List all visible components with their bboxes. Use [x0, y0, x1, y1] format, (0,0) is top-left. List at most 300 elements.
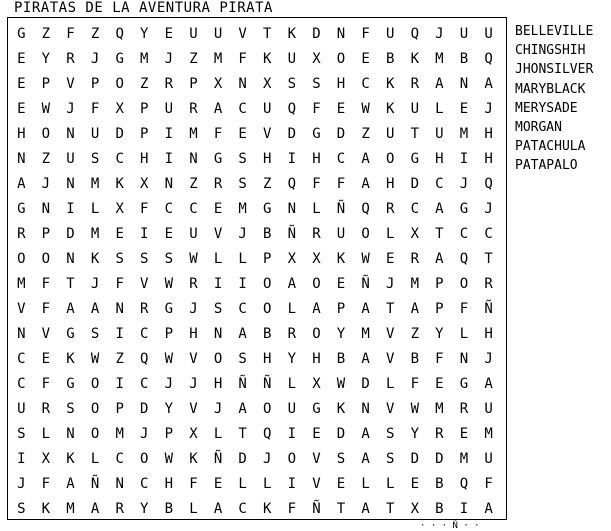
grid-cell[interactable]: H — [312, 351, 321, 367]
grid-cell[interactable]: F — [410, 376, 420, 392]
grid-cell[interactable]: F — [41, 276, 51, 292]
grid-cell[interactable]: W — [336, 376, 346, 392]
grid-cell[interactable]: U — [287, 51, 297, 67]
grid-cell[interactable]: U — [90, 126, 100, 142]
grid-cell[interactable]: M — [435, 51, 444, 67]
grid-cell[interactable]: R — [213, 176, 223, 192]
grid-cell[interactable]: J — [90, 276, 100, 292]
grid-cell[interactable]: E — [238, 126, 247, 142]
grid-cell[interactable]: C — [115, 151, 124, 167]
grid-cell[interactable]: N — [41, 201, 51, 217]
grid-cell[interactable]: X — [189, 426, 198, 442]
grid-cell[interactable]: Y — [164, 401, 174, 417]
grid-cell[interactable]: A — [17, 176, 26, 192]
grid-cell[interactable]: V — [385, 401, 395, 417]
grid-cell[interactable]: N — [115, 476, 124, 492]
grid-cell[interactable]: P — [41, 76, 51, 92]
grid-cell[interactable]: S — [164, 251, 174, 267]
grid-cell[interactable]: P — [140, 101, 149, 117]
grid-cell[interactable]: T — [435, 226, 444, 242]
grid-cell[interactable]: U — [336, 226, 346, 242]
grid-cell[interactable]: S — [385, 451, 395, 467]
grid-cell[interactable]: E — [459, 101, 469, 117]
grid-cell[interactable]: Y — [140, 26, 149, 42]
grid-cell[interactable]: I — [164, 126, 174, 142]
grid-cell[interactable]: J — [263, 451, 272, 467]
grid-cell[interactable]: A — [361, 426, 370, 442]
grid-cell[interactable]: O — [140, 451, 149, 467]
grid-cell[interactable]: O — [115, 76, 124, 92]
grid-cell[interactable]: S — [17, 426, 26, 442]
grid-cell[interactable]: H — [385, 176, 395, 192]
grid-cell[interactable]: Z — [41, 26, 51, 42]
grid-cell[interactable]: B — [435, 476, 444, 492]
grid-cell[interactable]: E — [410, 476, 420, 492]
grid-cell[interactable]: F — [238, 51, 247, 67]
grid-cell[interactable]: B — [164, 501, 174, 517]
grid-cell[interactable]: X — [140, 176, 149, 192]
grid-cell[interactable]: V — [385, 351, 395, 367]
grid-cell[interactable]: U — [385, 26, 395, 42]
grid-cell[interactable]: S — [90, 326, 100, 342]
grid-cell[interactable]: J — [140, 426, 149, 442]
grid-cell[interactable]: D — [312, 26, 321, 42]
grid-cell[interactable]: Q — [115, 26, 124, 42]
grid-cell[interactable]: I — [115, 376, 124, 392]
grid-cell[interactable]: O — [287, 451, 297, 467]
grid-cell[interactable]: A — [361, 501, 370, 517]
grid-cell[interactable]: X — [115, 201, 124, 217]
grid-cell[interactable]: A — [213, 101, 223, 117]
grid-cell[interactable]: E — [435, 376, 444, 392]
grid-cell[interactable]: G — [459, 376, 469, 392]
grid-cell[interactable]: E — [164, 26, 174, 42]
grid-cell[interactable]: F — [312, 101, 321, 117]
grid-cell[interactable]: C — [140, 476, 149, 492]
grid-cell[interactable]: K — [263, 51, 272, 67]
grid-cell[interactable]: O — [41, 126, 51, 142]
grid-cell[interactable]: P — [435, 301, 444, 317]
grid-cell[interactable]: A — [90, 301, 100, 317]
grid-cell[interactable]: O — [459, 276, 469, 292]
grid-cell[interactable]: O — [213, 351, 223, 367]
grid-cell[interactable]: C — [238, 101, 247, 117]
grid-cell[interactable]: A — [361, 151, 370, 167]
grid-cell[interactable]: M — [435, 401, 444, 417]
grid-cell[interactable]: F — [41, 476, 51, 492]
grid-cell[interactable]: R — [164, 76, 174, 92]
grid-cell[interactable]: W — [164, 276, 174, 292]
grid-cell[interactable]: Ñ — [263, 376, 272, 392]
grid-cell[interactable]: Y — [287, 351, 297, 367]
grid-cell[interactable]: Z — [189, 176, 198, 192]
grid-cell[interactable]: N — [17, 151, 26, 167]
grid-cell[interactable]: S — [90, 151, 100, 167]
grid-cell[interactable]: D — [410, 176, 420, 192]
grid-cell[interactable]: L — [263, 476, 272, 492]
grid-cell[interactable]: R — [484, 276, 493, 292]
grid-cell[interactable]: N — [164, 176, 174, 192]
grid-cell[interactable]: C — [164, 201, 174, 217]
grid-cell[interactable]: Q — [361, 201, 370, 217]
grid-cell[interactable]: L — [287, 301, 297, 317]
grid-cell[interactable]: V — [17, 301, 26, 317]
grid-cell[interactable]: U — [385, 126, 395, 142]
grid-cell[interactable]: R — [435, 426, 444, 442]
grid-cell[interactable]: E — [361, 51, 370, 67]
grid-cell[interactable]: Y — [41, 51, 51, 67]
grid-cell[interactable]: G — [17, 201, 26, 217]
grid-cell[interactable]: B — [459, 51, 469, 67]
grid-cell[interactable]: U — [213, 26, 223, 42]
grid-cell[interactable]: J — [435, 26, 444, 42]
grid-cell[interactable]: N — [189, 151, 198, 167]
grid-cell[interactable]: O — [312, 326, 321, 342]
grid-cell[interactable]: A — [238, 326, 247, 342]
grid-cell[interactable]: A — [435, 251, 444, 267]
grid-cell[interactable]: I — [213, 276, 223, 292]
grid-cell[interactable]: C — [459, 226, 469, 242]
grid-cell[interactable]: N — [115, 301, 124, 317]
grid-cell[interactable]: A — [435, 76, 444, 92]
grid-cell[interactable]: Z — [410, 326, 420, 342]
grid-cell[interactable]: O — [263, 276, 272, 292]
grid-cell[interactable]: J — [41, 176, 51, 192]
grid-cell[interactable]: F — [115, 276, 124, 292]
grid-cell[interactable]: N — [66, 426, 75, 442]
grid-cell[interactable]: V — [238, 26, 247, 42]
grid-cell[interactable]: C — [410, 201, 420, 217]
grid-cell[interactable]: N — [336, 26, 346, 42]
grid-cell[interactable]: P — [115, 401, 124, 417]
grid-cell[interactable]: R — [410, 76, 420, 92]
grid-cell[interactable]: U — [484, 401, 493, 417]
grid-cell[interactable]: Q — [287, 101, 297, 117]
grid-cell[interactable]: Q — [287, 176, 297, 192]
grid-cell[interactable]: X — [213, 76, 223, 92]
grid-cell[interactable]: R — [189, 276, 198, 292]
grid-cell[interactable]: R — [385, 201, 395, 217]
grid-cell[interactable]: D — [361, 376, 370, 392]
grid-cell[interactable]: D — [238, 451, 247, 467]
grid-cell[interactable]: D — [336, 426, 346, 442]
grid-cell[interactable]: L — [287, 376, 297, 392]
grid-cell[interactable]: C — [115, 451, 124, 467]
grid-cell[interactable]: E — [17, 51, 26, 67]
grid-cell[interactable]: A — [484, 76, 493, 92]
grid-cell[interactable]: U — [410, 101, 420, 117]
grid-cell[interactable]: S — [238, 151, 247, 167]
grid-cell[interactable]: F — [435, 351, 444, 367]
grid-cell[interactable]: Z — [90, 26, 100, 42]
grid-cell[interactable]: P — [435, 276, 444, 292]
grid-cell[interactable]: R — [410, 251, 420, 267]
grid-cell[interactable]: I — [287, 476, 297, 492]
grid-cell[interactable]: P — [263, 251, 272, 267]
grid-cell[interactable]: C — [189, 201, 198, 217]
grid-cell[interactable]: E — [459, 426, 469, 442]
grid-cell[interactable]: R — [312, 226, 321, 242]
grid-cell[interactable]: X — [312, 251, 321, 267]
grid-cell[interactable]: P — [164, 326, 174, 342]
grid-cell[interactable]: C — [238, 301, 247, 317]
grid-cell[interactable]: C — [140, 376, 149, 392]
grid-cell[interactable]: U — [189, 26, 198, 42]
grid-cell[interactable]: Z — [41, 151, 51, 167]
grid-cell[interactable]: V — [263, 126, 272, 142]
grid-cell[interactable]: L — [238, 251, 247, 267]
grid-cell[interactable]: O — [385, 151, 395, 167]
grid-cell[interactable]: X — [312, 51, 321, 67]
grid-cell[interactable]: J — [164, 376, 174, 392]
grid-cell[interactable]: B — [336, 351, 346, 367]
grid-cell[interactable]: F — [336, 176, 346, 192]
grid-cell[interactable]: L — [213, 251, 223, 267]
grid-cell[interactable]: K — [189, 451, 198, 467]
grid-cell[interactable]: R — [41, 401, 51, 417]
grid-cell[interactable]: B — [263, 326, 272, 342]
grid-cell[interactable]: C — [336, 151, 346, 167]
grid-cell[interactable]: A — [238, 401, 247, 417]
grid-cell[interactable]: W — [164, 351, 174, 367]
grid-cell[interactable]: O — [90, 426, 100, 442]
grid-cell[interactable]: M — [115, 426, 124, 442]
grid-cell[interactable]: C — [140, 326, 149, 342]
grid-cell[interactable]: Q — [410, 26, 420, 42]
grid-cell[interactable]: N — [66, 251, 75, 267]
grid-cell[interactable]: V — [189, 351, 198, 367]
grid-cell[interactable]: K — [66, 451, 75, 467]
grid-cell[interactable]: I — [17, 451, 26, 467]
grid-cell[interactable]: T — [385, 501, 395, 517]
grid-cell[interactable]: T — [66, 276, 75, 292]
grid-cell[interactable]: A — [484, 501, 493, 517]
grid-cell[interactable]: I — [66, 201, 75, 217]
grid-cell[interactable]: W — [41, 101, 51, 117]
grid-cell[interactable]: Y — [336, 326, 346, 342]
grid-cell[interactable]: X — [115, 101, 124, 117]
grid-cell[interactable]: F — [361, 26, 370, 42]
grid-cell[interactable]: H — [164, 476, 174, 492]
grid-cell[interactable]: D — [336, 126, 346, 142]
grid-cell[interactable]: U — [484, 26, 493, 42]
grid-cell[interactable]: E — [17, 101, 26, 117]
grid-cell[interactable]: S — [287, 76, 297, 92]
grid-cell[interactable]: G — [312, 401, 321, 417]
grid-cell[interactable]: U — [189, 226, 198, 242]
grid-cell[interactable]: O — [17, 251, 26, 267]
grid-cell[interactable]: C — [435, 176, 444, 192]
grid-cell[interactable]: L — [90, 451, 100, 467]
grid-cell[interactable]: N — [287, 201, 297, 217]
grid-cell[interactable]: M — [66, 501, 75, 517]
grid-cell[interactable]: V — [189, 401, 198, 417]
grid-cell[interactable]: Q — [484, 176, 493, 192]
grid-cell[interactable]: Ñ — [336, 201, 346, 217]
grid-cell[interactable]: G — [164, 301, 174, 317]
grid-cell[interactable]: Z — [140, 76, 149, 92]
grid-cell[interactable]: V — [41, 326, 51, 342]
grid-cell[interactable]: H — [484, 126, 493, 142]
grid-cell[interactable]: J — [484, 351, 493, 367]
grid-cell[interactable]: J — [385, 276, 395, 292]
grid-cell[interactable]: P — [90, 76, 100, 92]
grid-cell[interactable]: A — [66, 301, 75, 317]
grid-cell[interactable]: D — [410, 451, 420, 467]
grid-cell[interactable]: E — [41, 351, 51, 367]
grid-cell[interactable]: T — [484, 251, 493, 267]
grid-cell[interactable]: U — [66, 151, 75, 167]
grid-cell[interactable]: K — [115, 176, 124, 192]
grid-cell[interactable]: E — [213, 476, 223, 492]
grid-cell[interactable]: R — [115, 501, 124, 517]
grid-cell[interactable]: Q — [140, 351, 149, 367]
grid-cell[interactable]: Q — [459, 251, 469, 267]
grid-cell[interactable]: O — [41, 251, 51, 267]
grid-cell[interactable]: E — [164, 226, 174, 242]
grid-cell[interactable]: K — [287, 26, 297, 42]
grid-cell[interactable]: L — [361, 476, 370, 492]
grid-cell[interactable]: J — [459, 176, 469, 192]
grid-cell[interactable]: R — [189, 101, 198, 117]
grid-cell[interactable]: U — [484, 451, 493, 467]
grid-cell[interactable]: H — [263, 151, 272, 167]
grid-cell[interactable]: A — [213, 501, 223, 517]
grid-cell[interactable]: V — [312, 451, 321, 467]
grid-cell[interactable]: F — [459, 301, 469, 317]
grid-cell[interactable]: Z — [361, 126, 370, 142]
grid-cell[interactable]: O — [361, 226, 370, 242]
grid-cell[interactable]: T — [410, 126, 420, 142]
grid-cell[interactable]: U — [435, 126, 444, 142]
grid-cell[interactable]: B — [410, 351, 420, 367]
grid-cell[interactable]: E — [336, 476, 346, 492]
grid-cell[interactable]: F — [287, 501, 297, 517]
grid-cell[interactable]: I — [459, 501, 469, 517]
grid-cell[interactable]: Z — [263, 176, 272, 192]
grid-cell[interactable]: G — [263, 201, 272, 217]
grid-cell[interactable]: E — [336, 276, 346, 292]
grid-cell[interactable]: A — [410, 301, 420, 317]
grid-cell[interactable]: N — [459, 351, 469, 367]
grid-cell[interactable]: D — [287, 126, 297, 142]
grid-cell[interactable]: N — [17, 326, 26, 342]
grid-cell[interactable]: S — [385, 426, 395, 442]
grid-cell[interactable]: F — [66, 26, 75, 42]
grid-cell[interactable]: S — [17, 501, 26, 517]
grid-cell[interactable]: H — [435, 151, 444, 167]
grid-cell[interactable]: M — [238, 201, 247, 217]
grid-cell[interactable]: W — [361, 251, 370, 267]
grid-cell[interactable]: E — [312, 426, 321, 442]
grid-cell[interactable]: K — [385, 76, 395, 92]
grid-cell[interactable]: S — [336, 451, 346, 467]
grid-cell[interactable]: S — [115, 251, 124, 267]
grid-cell[interactable]: U — [287, 401, 297, 417]
grid-cell[interactable]: S — [238, 351, 247, 367]
grid-cell[interactable]: I — [164, 151, 174, 167]
grid-cell[interactable]: D — [140, 401, 149, 417]
grid-cell[interactable]: M — [90, 176, 100, 192]
grid-cell[interactable]: N — [238, 76, 247, 92]
grid-cell[interactable]: K — [385, 101, 395, 117]
grid-cell[interactable]: K — [336, 251, 346, 267]
grid-cell[interactable]: F — [90, 101, 100, 117]
grid-cell[interactable]: X — [312, 376, 321, 392]
grid-cell[interactable]: X — [410, 501, 420, 517]
grid-cell[interactable]: Ñ — [484, 301, 493, 317]
grid-cell[interactable]: X — [287, 251, 297, 267]
grid-cell[interactable]: A — [287, 276, 297, 292]
grid-cell[interactable]: K — [66, 351, 75, 367]
grid-cell[interactable]: C — [484, 226, 493, 242]
grid-cell[interactable]: E — [213, 201, 223, 217]
grid-cell[interactable]: Ñ — [238, 376, 247, 392]
grid-cell[interactable]: R — [17, 226, 26, 242]
grid-cell[interactable]: L — [312, 201, 321, 217]
grid-cell[interactable]: P — [189, 76, 198, 92]
grid-cell[interactable]: N — [361, 401, 370, 417]
grid-cell[interactable]: G — [213, 151, 223, 167]
grid-cell[interactable]: R — [459, 401, 469, 417]
grid-cell[interactable]: W — [164, 451, 174, 467]
grid-cell[interactable]: V — [312, 476, 321, 492]
grid-cell[interactable]: V — [140, 276, 149, 292]
grid-cell[interactable]: M — [361, 326, 370, 342]
grid-cell[interactable]: F — [41, 376, 51, 392]
grid-cell[interactable]: S — [312, 76, 321, 92]
grid-cell[interactable]: L — [459, 326, 469, 342]
grid-cell[interactable]: R — [66, 51, 75, 67]
grid-cell[interactable]: D — [115, 126, 124, 142]
grid-cell[interactable]: S — [66, 401, 75, 417]
grid-cell[interactable]: T — [238, 426, 247, 442]
grid-cell[interactable]: K — [41, 501, 51, 517]
grid-cell[interactable]: O — [263, 301, 272, 317]
grid-cell[interactable]: Y — [435, 326, 444, 342]
grid-cell[interactable]: L — [385, 376, 395, 392]
grid-cell[interactable]: V — [213, 226, 223, 242]
grid-cell[interactable]: M — [410, 276, 420, 292]
grid-cell[interactable]: J — [189, 301, 198, 317]
grid-cell[interactable]: G — [312, 126, 321, 142]
grid-cell[interactable]: X — [410, 226, 420, 242]
grid-cell[interactable]: T — [336, 501, 346, 517]
grid-cell[interactable]: K — [410, 51, 420, 67]
grid-cell[interactable]: T — [263, 26, 272, 42]
grid-cell[interactable]: S — [238, 176, 247, 192]
grid-cell[interactable]: J — [484, 201, 493, 217]
grid-cell[interactable]: A — [90, 501, 100, 517]
grid-cell[interactable]: Z — [189, 51, 198, 67]
grid-cell[interactable]: H — [336, 76, 346, 92]
grid-cell[interactable]: G — [17, 26, 26, 42]
grid-cell[interactable]: A — [312, 301, 321, 317]
grid-cell[interactable]: A — [435, 201, 444, 217]
grid-cell[interactable]: A — [484, 376, 493, 392]
grid-cell[interactable]: A — [361, 176, 370, 192]
grid-cell[interactable]: F — [140, 201, 149, 217]
grid-cell[interactable]: V — [66, 76, 75, 92]
grid-cell[interactable]: F — [213, 126, 223, 142]
grid-cell[interactable]: Ñ — [213, 451, 223, 467]
grid-cell[interactable]: H — [213, 376, 223, 392]
grid-cell[interactable]: M — [459, 451, 469, 467]
grid-cell[interactable]: O — [90, 376, 100, 392]
grid-cell[interactable]: J — [164, 51, 174, 67]
grid-cell[interactable]: Q — [459, 476, 469, 492]
grid-cell[interactable]: G — [410, 151, 420, 167]
